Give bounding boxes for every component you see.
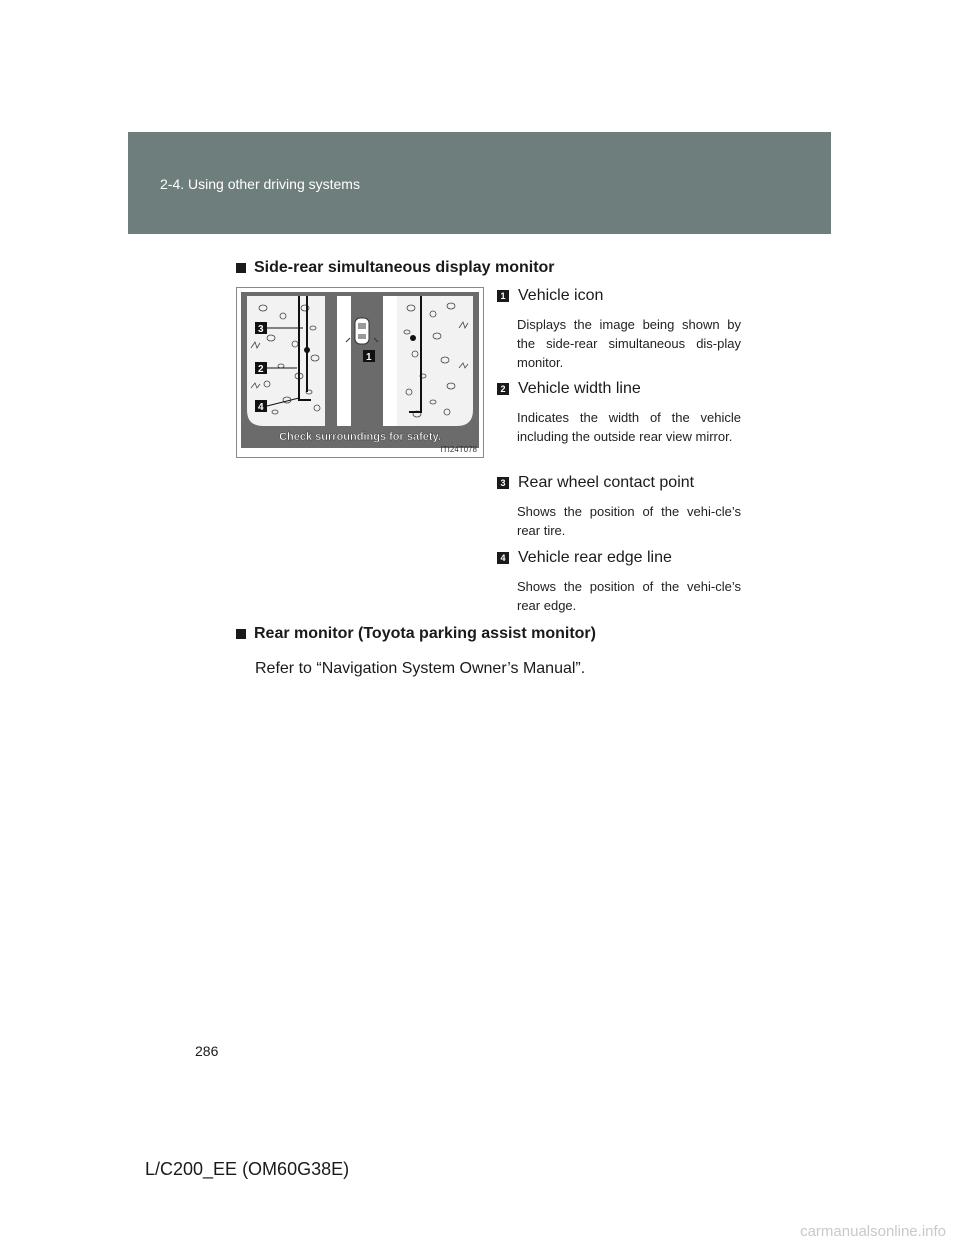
heading-text: Side-rear simultaneous display monitor (254, 259, 555, 276)
item-title: Vehicle icon (518, 287, 604, 304)
figure-code: ITI24T078 (440, 445, 477, 454)
heading-side-rear-monitor (236, 259, 555, 277)
right-camera-view (397, 296, 473, 426)
number-badge: 2 (497, 383, 509, 395)
item-description: Displays the image being shown by the side-rear simultaneous dis-play monitor. (517, 317, 741, 370)
square-bullet-icon (236, 263, 246, 273)
callout-2: 2 (258, 364, 264, 375)
callout-4: 4 (258, 402, 264, 413)
number-badge: 3 (497, 477, 509, 489)
item-title: Vehicle rear edge line (518, 549, 672, 566)
list-item (497, 549, 741, 615)
page-number: 286 (195, 1043, 219, 1059)
safety-banner: Check surroundings for safety. (279, 431, 441, 443)
callout-3: 3 (258, 324, 264, 335)
square-bullet-icon (236, 629, 246, 639)
item-description: Shows the position of the vehi-cle’s rear edge. (517, 579, 741, 613)
section-title: 2-4. Using other driving systems (160, 176, 360, 192)
item-description: Shows the position of the vehi-cle’s rear tire. (517, 504, 741, 538)
list-item (497, 287, 741, 372)
number-badge: 4 (497, 552, 509, 564)
heading-text: Rear monitor (Toyota parking assist monitor) (254, 625, 596, 642)
item-description: Indicates the width of the vehicle including the outside rear view mirror. (517, 410, 741, 444)
header-band (128, 132, 831, 234)
watermark: carmanualsonline.info (800, 1223, 946, 1240)
document-code: L/C200_EE (OM60G38E) (145, 1159, 350, 1179)
item-title: Rear wheel contact point (518, 474, 695, 491)
item-title: Vehicle width line (518, 380, 641, 397)
callout-1: 1 (366, 352, 372, 363)
list-item (497, 380, 741, 446)
monitor-screen-drawing (237, 288, 483, 457)
monitor-illustration (236, 287, 484, 458)
heading-rear-monitor (236, 625, 596, 643)
list-item (497, 474, 741, 540)
number-badge: 1 (497, 290, 509, 302)
manual-reference: Refer to “Navigation System Owner’s Manual”. (255, 660, 586, 677)
